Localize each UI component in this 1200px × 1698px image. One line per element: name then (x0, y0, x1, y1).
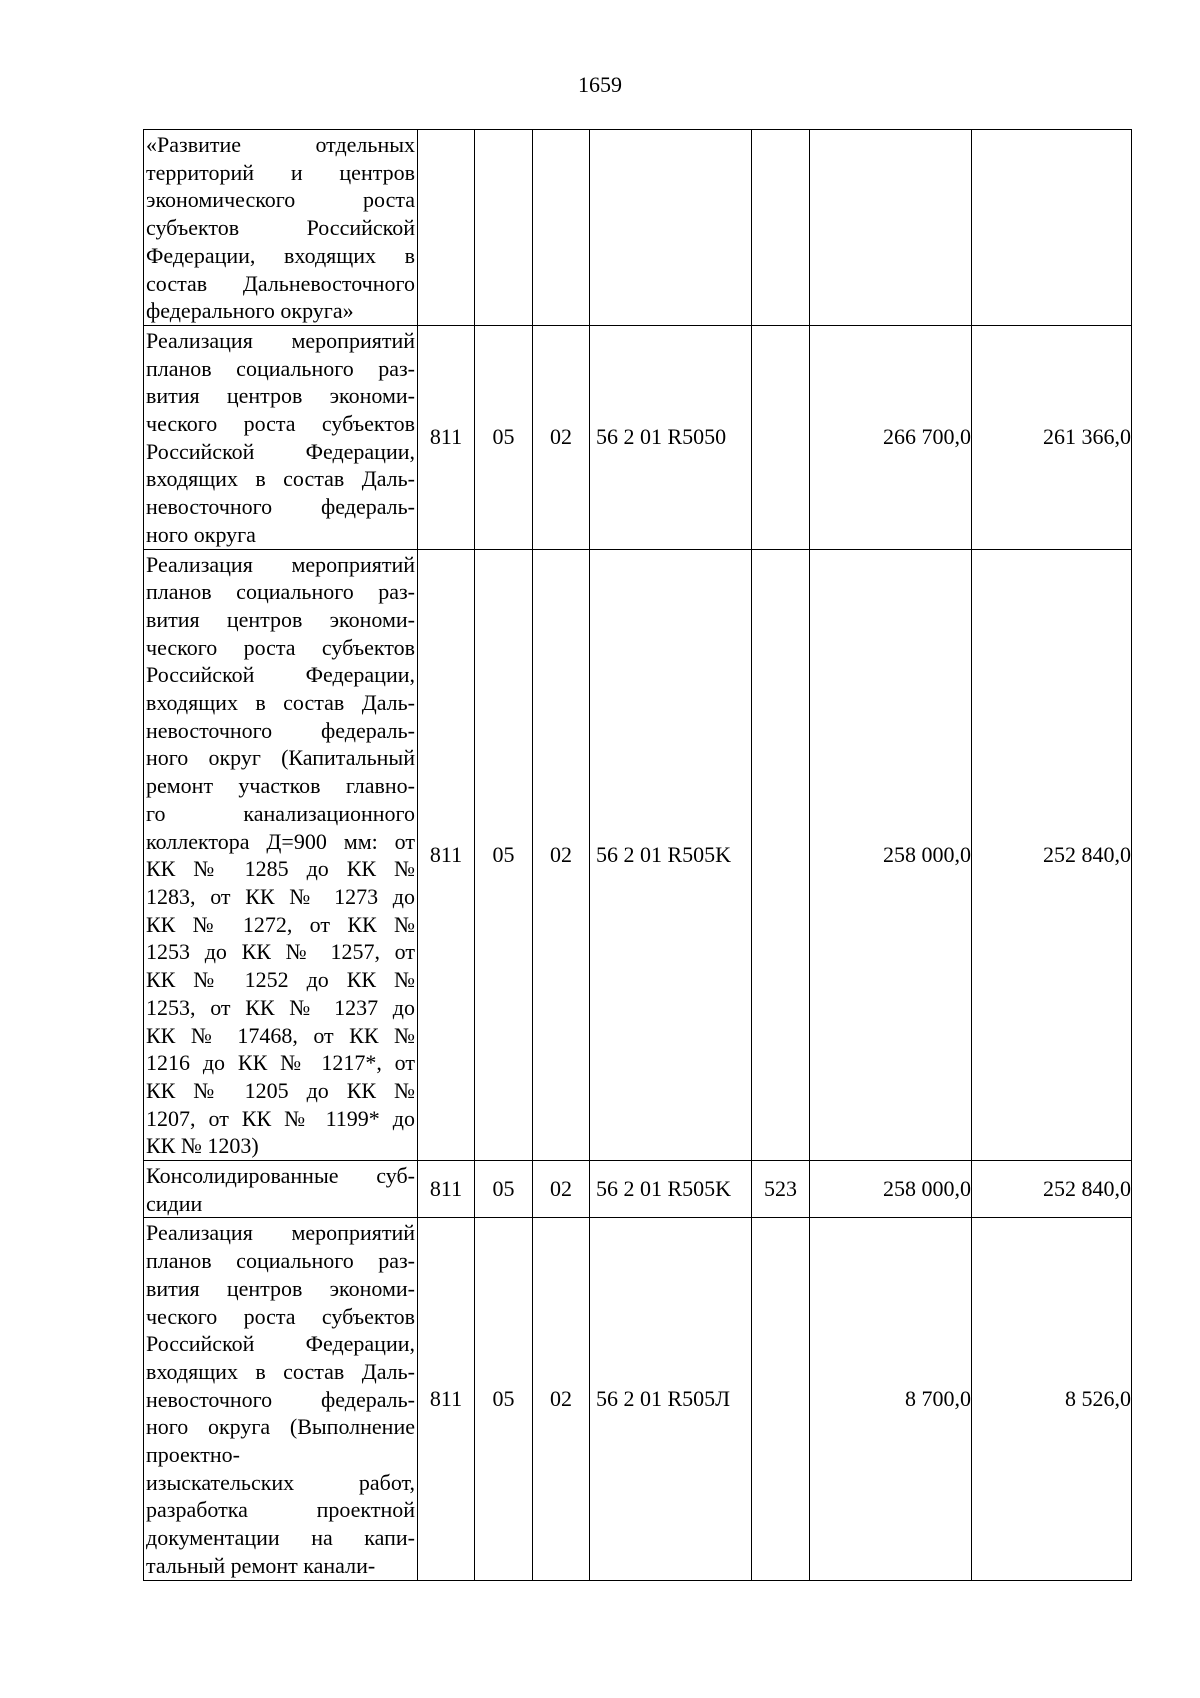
item-name-line: изыскательских работ, (146, 1469, 415, 1495)
ministry-code-cell: 811 (418, 1161, 475, 1218)
target-article-cell: 56 2 01 R5050 (590, 325, 752, 549)
ministry-code-cell: 811 (418, 1218, 475, 1580)
item-name-line: го канализационного (146, 800, 415, 826)
item-name-line: 1283, от КК № 1273 до (146, 883, 415, 909)
item-name-line: планов социального раз- (146, 1248, 415, 1274)
amount-first-year-cell: 258 000,0 (810, 549, 972, 1160)
item-name-cell (144, 549, 418, 1160)
amount-first-year-cell: 266 700,0 (810, 325, 972, 549)
ministry-code-cell: 811 (418, 549, 475, 1160)
subsection-code-cell (533, 130, 590, 326)
subsection-code-cell: 02 (533, 1218, 590, 1580)
expense-type-cell (752, 549, 810, 1160)
item-name-line: планов социального раз- (146, 355, 415, 381)
item-name-line: входящих в состав Даль- (146, 690, 415, 716)
item-name-line: невосточного федераль- (146, 1386, 415, 1412)
table-row (144, 1218, 1132, 1580)
amount-second-year-cell: 261 366,0 (972, 325, 1132, 549)
item-name-line: экономического роста (146, 187, 415, 213)
item-name-line: КК № 1285 до КК № (146, 856, 415, 882)
table-row (144, 1161, 1132, 1218)
item-name-line: тальный ремонт канали- (146, 1552, 376, 1578)
item-name-line: ного округ (Капитальный (146, 745, 415, 771)
item-name-line: невосточного федераль- (146, 494, 415, 520)
item-name-line: КК № 17468, от КК № (146, 1022, 415, 1048)
item-name-line: Российской Федерации, (146, 1331, 415, 1357)
item-name-line: территорий и центров (146, 159, 415, 185)
expense-type-cell (752, 130, 810, 326)
item-name-line: ного округа (146, 521, 256, 547)
budget-table (143, 129, 1132, 1581)
item-name-line: вития центров экономи- (146, 1275, 415, 1301)
item-name-line: сидии (146, 1190, 203, 1216)
item-name-line: разработка проектной (146, 1497, 415, 1523)
item-name-line: планов социального раз- (146, 579, 415, 605)
item-name-line: субъектов Российской (146, 215, 415, 241)
item-name-line: Федерации, входящих в (146, 242, 415, 268)
item-name-cell (144, 1218, 418, 1580)
item-name-line: КК № 1252 до КК № (146, 967, 415, 993)
amount-second-year-cell (972, 130, 1132, 326)
section-code-cell: 05 (475, 549, 533, 1160)
item-name-line: Реализация мероприятий (146, 1220, 415, 1246)
item-name-line: «Развитие отдельных (146, 132, 415, 157)
amount-first-year-cell (810, 130, 972, 326)
item-name-line: 1253, от КК № 1237 до (146, 994, 415, 1020)
item-name-line: 1207, от КК № 1199* до (146, 1105, 415, 1131)
item-name-line: 1216 до КК № 1217*, от (146, 1050, 415, 1076)
item-name-line: КК № 1205 до КК № (146, 1077, 415, 1103)
ministry-code-cell: 811 (418, 325, 475, 549)
item-name-line: Реализация мероприятий (146, 327, 415, 353)
amount-first-year-cell: 8 700,0 (810, 1218, 972, 1580)
item-name-line: Российской Федерации, (146, 662, 415, 688)
budget-table-body (144, 130, 1132, 1581)
item-name-line: ного округа (Выполнение (146, 1414, 415, 1440)
table-row (144, 325, 1132, 549)
expense-type-cell (752, 1218, 810, 1580)
target-article-cell (590, 130, 752, 326)
item-name-line: документации на капи- (146, 1525, 415, 1551)
section-code-cell: 05 (475, 325, 533, 549)
subsection-code-cell: 02 (533, 325, 590, 549)
item-name-line: Реализация мероприятий (146, 551, 415, 577)
item-name-line: КК № 1203) (146, 1133, 259, 1159)
item-name-line: федерального округа» (146, 298, 354, 324)
item-name-line: ческого роста субъектов (146, 411, 415, 437)
item-name-line: ческого роста субъектов (146, 634, 415, 660)
subsection-code-cell: 02 (533, 1161, 590, 1218)
item-name-line: коллектора Д=900 мм: от (146, 828, 415, 854)
item-name-cell (144, 325, 418, 549)
amount-second-year-cell: 8 526,0 (972, 1218, 1132, 1580)
ministry-code-cell (418, 130, 475, 326)
item-name-line: невосточного федераль- (146, 717, 415, 743)
item-name-cell (144, 1161, 418, 1218)
table-row (144, 549, 1132, 1160)
item-name-line: проектно- (146, 1442, 240, 1468)
item-name-line: ческого роста субъектов (146, 1303, 415, 1329)
target-article-cell: 56 2 01 R505Л (590, 1218, 752, 1580)
amount-second-year-cell: 252 840,0 (972, 549, 1132, 1160)
table-row (144, 130, 1132, 326)
item-name-line: состав Дальневосточного (146, 270, 415, 296)
section-code-cell (475, 130, 533, 326)
target-article-cell: 56 2 01 R505K (590, 1161, 752, 1218)
item-name-line: входящих в состав Даль- (146, 1358, 415, 1384)
expense-type-cell: 523 (752, 1161, 810, 1218)
item-name-line: 1253 до КК № 1257, от (146, 939, 415, 965)
subsection-code-cell: 02 (533, 549, 590, 1160)
item-name-line: ремонт участков главно- (146, 773, 415, 799)
section-code-cell: 05 (475, 1218, 533, 1580)
item-name-line: Российской Федерации, (146, 438, 415, 464)
item-name-line: вития центров экономи- (146, 606, 415, 632)
amount-second-year-cell: 252 840,0 (972, 1161, 1132, 1218)
item-name-cell (144, 130, 418, 326)
item-name-line: КК № 1272, от КК № (146, 911, 415, 937)
target-article-cell: 56 2 01 R505K (590, 549, 752, 1160)
item-name-line: входящих в состав Даль- (146, 466, 415, 492)
page-number: 1659 (578, 72, 622, 97)
section-code-cell: 05 (475, 1161, 533, 1218)
amount-first-year-cell: 258 000,0 (810, 1161, 972, 1218)
expense-type-cell (752, 325, 810, 549)
item-name-line: Консолидированные суб- (146, 1163, 415, 1189)
item-name-line: вития центров экономи- (146, 383, 415, 409)
